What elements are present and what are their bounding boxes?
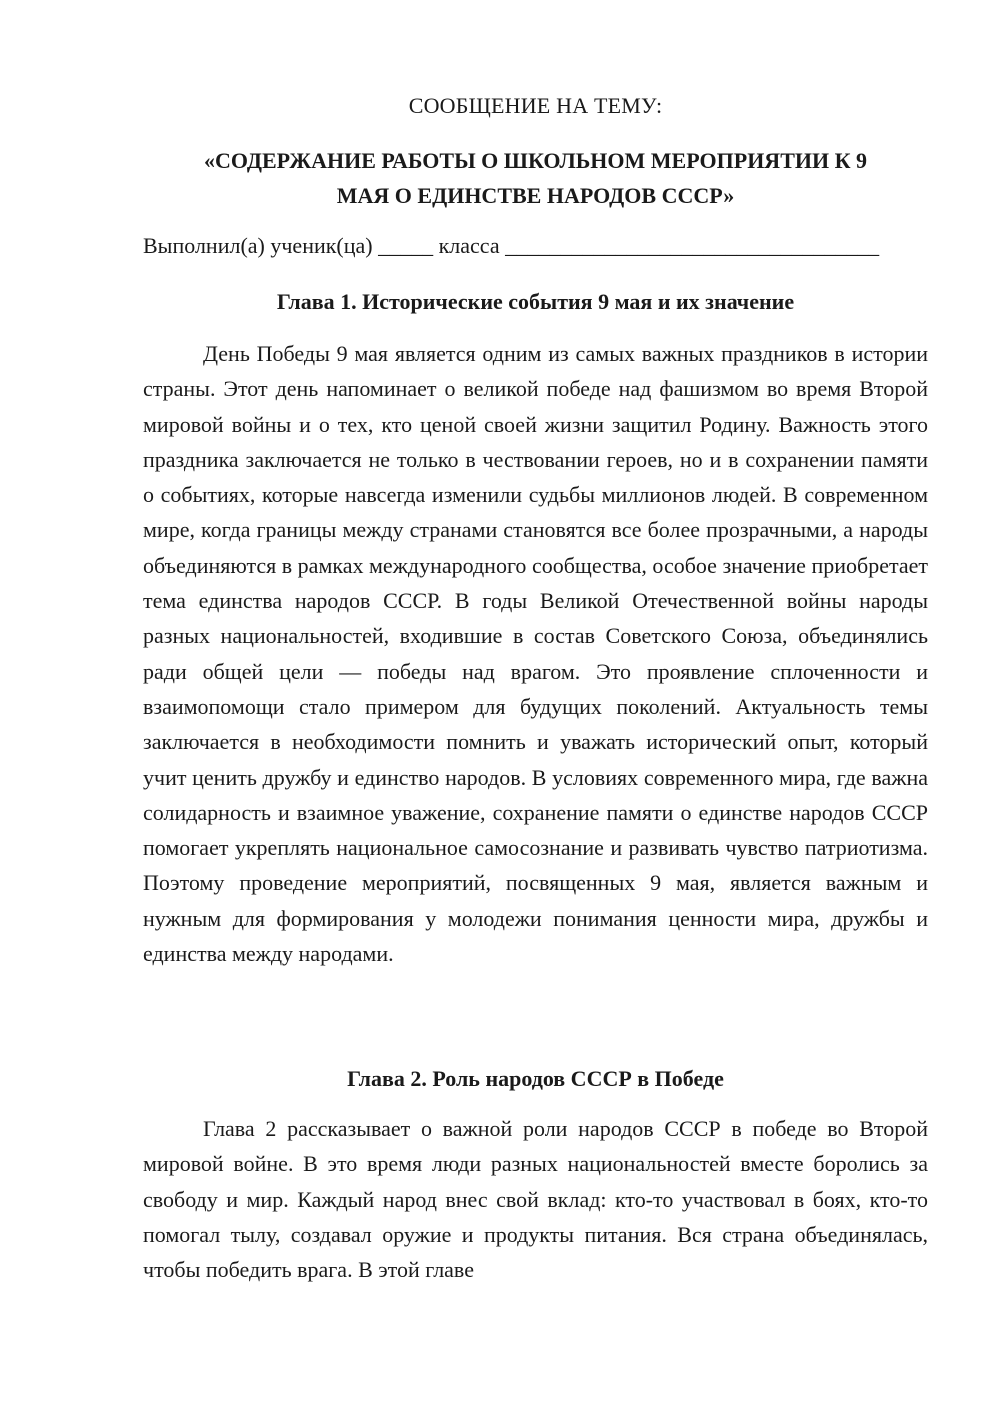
chapter-2-heading: Глава 2. Роль народов СССР в Победе [347, 1066, 724, 1091]
document-title [143, 143, 928, 213]
performer-line: Выполнил(а) ученик(ца) _____ класса __________________________________ [143, 233, 880, 258]
chapter-2-paragraph: Глава 2 рассказывает о важной роли народов СССР в победе во Второй мировой войне. В это время люди разных национальностей вместе боролись за свободу и мир. Каждый народ внес свой вклад: кто-то участвовал в боях, кто-то помогал тылу, создавал оружие и продукты питания. Вся страна объединялась, чтобы победить врага. В этой главе [143, 1116, 928, 1283]
document-title-line-2: МАЯ О ЕДИНСТВЕ НАРОДОВ СССР» [336, 183, 735, 208]
chapter-1-paragraph: День Победы 9 мая является одним из самых важных праздников в истории страны. Этот день напоминает о великой победе над фашизмом во время Второй мировой войны и о тех, кто ценой своей жизни защитил Родину. Важность этого праздника заключается не только в чествовании героев, но и в сохранении памяти о событиях, которые навсегда изменили судьбы миллионов людей. В современном мире, когда границы между странами становятся все более прозрачными, а народы объединяются в рамках международного сообщества, особое значение приобретает тема единства народов СССР. В годы Великой Отечественной войны народы разных национальностей, входившие в состав Советского Союза, объединялись ради общей цели — победы над врагом. Это проявление сплоченности и взаимопомощи стало примером для будущих поколений. Актуальность темы заключается в необходимости помнить и уважать исторический опыт, который учит ценить дружбу и единство народов. В условиях современного мира, где важна солидарность и взаимное уважение, сохранение памяти о единстве народов СССР помогает укреплять национальное самосознание и развивать чувство патриотизма. Поэтому проведение мероприятий, посвященных 9 мая, является важным и нужным для формирования у молодежи понимания ценности мира, дружбы и единства между народами. [143, 341, 928, 967]
chapter-1-heading: Глава 1. Исторические события 9 мая и их значение [276, 289, 795, 314]
document-title-line-1: «СОДЕРЖАНИЕ РАБОТЫ О ШКОЛЬНОМ МЕРОПРИЯТИИ К 9 [203, 148, 868, 173]
document-title-prefix: СООБЩЕНИЕ НА ТЕМУ: [408, 93, 663, 118]
